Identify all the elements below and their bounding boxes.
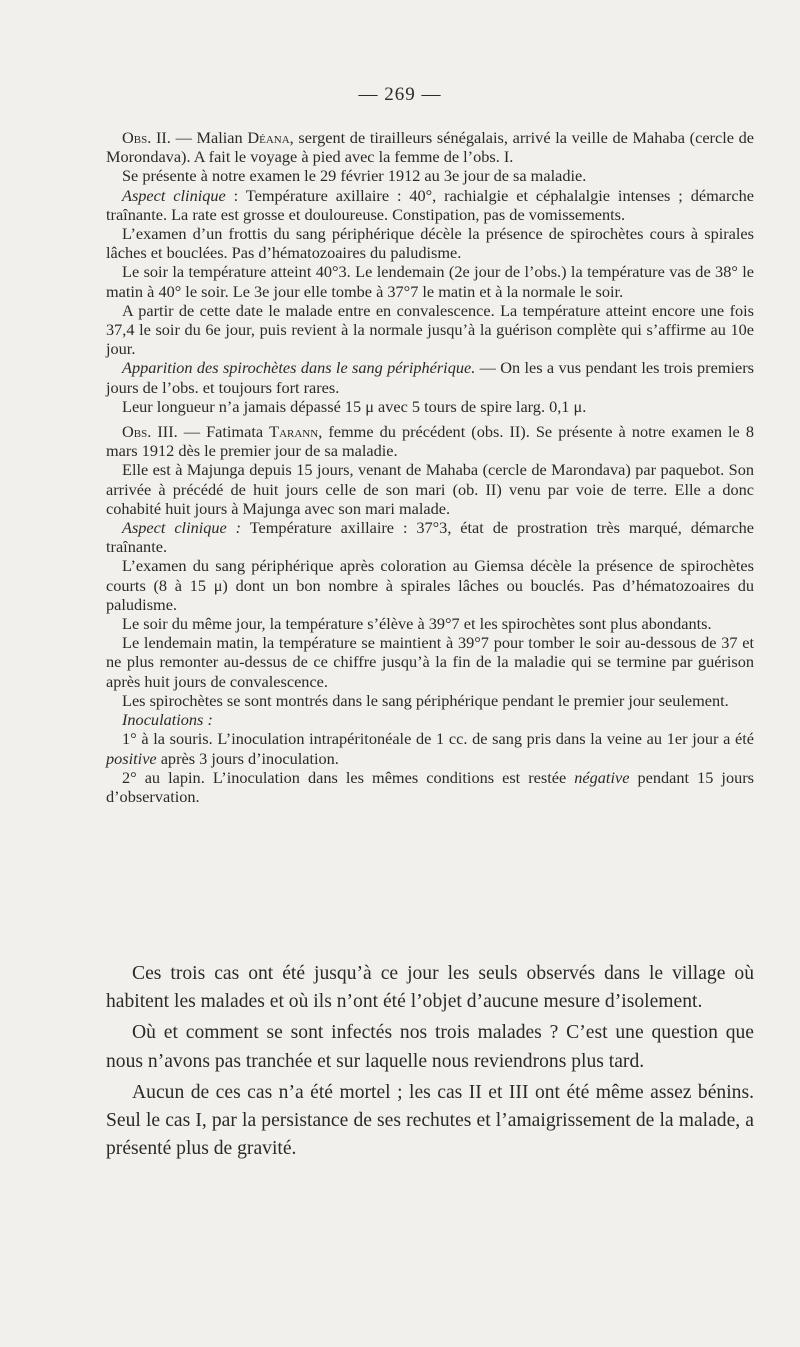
obs3-blood-exam: L’examen du sang périphérique après coloration au Giemsa décèle la présence de spirochètes courts (8 à 15 μ) dont un bon nombre à spirales lâches ou bouclés. Pas d’hématozoaires du paludisme. xyxy=(106,556,754,614)
inoc2-text-b: pendant 15 jours d’observation. xyxy=(106,767,754,806)
obs3-evening: Le soir du même jour, la température s’élève à 39°7 et les spirochètes sont plus abondants. xyxy=(122,614,712,634)
obs2-patient-name: Déana xyxy=(247,128,290,147)
obs3-heading: Obs. III. xyxy=(122,422,178,442)
conclusion-paragraph-1: Ces trois cas ont été jusqu’à ce jour les seuls observés dans le village où habitent les malades et où ils n’ont été l’objet d’aucune mesure d’isolement. xyxy=(106,963,754,1013)
obs2-appearance xyxy=(106,358,754,396)
obs2-intro xyxy=(106,128,754,166)
obs2-heading: Obs. II. xyxy=(122,128,171,147)
obs3-patient-name: Tarann xyxy=(269,422,319,442)
conclusion-paragraph-2: Où et comment se sont infectés nos trois malades ? C’est une question que nous n’avons pas tranchée et sur laquelle nous reviendrons plus tard. xyxy=(106,1022,754,1072)
obs2-temperature: Le soir la température atteint 40°3. Le lendemain (2e jour de l’obs.) la température vas de 38° le matin à 40° le soir. Le 3e jour elle tombe à 37°7 le matin et à la normale le soir. xyxy=(106,262,754,301)
obs2-clinical-text: : Température axillaire : 40°, rachialgie et céphalalgie intenses ; démarche traînante. La rate est grosse et douloureuse. Constipation, pas de vomissements. xyxy=(106,185,754,224)
obs3-dash: — Fatimata xyxy=(177,422,270,442)
obs3-history: Elle est à Majunga depuis 15 jours, venant de Mahaba (cercle de Marondava) par paquebot. Son arrivée à précédé de huit jours celle de son mari (ob. II) venu par voie de terre. Elle a donc cohabité huit jours à Majunga avec son mari malade. xyxy=(106,460,754,518)
inoc1-text-b: après 3 jours d’inoculation. xyxy=(156,748,339,768)
inoc2-text-a: 2° au lapin. L’inoculation dans les mêmes conditions est restée xyxy=(122,767,575,787)
obs3-clinical-text: Température axillaire : 37°3, état de prostration très marqué, démarche traînante. xyxy=(106,518,754,557)
obs2-dash: — Malian xyxy=(170,128,248,147)
inoc1-positive: positive xyxy=(106,748,157,768)
obs3-inoculation-rabbit xyxy=(106,768,754,806)
page-number: — 269 — xyxy=(358,84,442,105)
obs2-clinical xyxy=(106,186,754,224)
obs2-clinical-label: Aspect clinique xyxy=(122,185,226,205)
obs3-spirochetes: Les spirochètes se sont montrés dans le sang périphérique pendant le premier jour seulement. xyxy=(122,690,729,710)
obs3-inoculation-mouse xyxy=(106,729,754,767)
obs2-intro-text: , sergent de tirailleurs sénégalais, arrivé la veille de Mahaba (cercle de Morondava). A fait le voyage à pied avec la femme de l’obs. I. xyxy=(106,128,754,167)
obs2-length: Leur longueur n’a jamais dépassé 15 μ avec 5 tours de spire larg. 0,1 μ. xyxy=(122,396,587,416)
conclusion-section xyxy=(106,960,754,1166)
obs3-inoculations-label: Inoculations : xyxy=(122,710,213,730)
obs3-next-morning: Le lendemain matin, la température se maintient à 39°7 pour tomber le soir au-dessous de 37 et ne plus remonter au-dessus de ce chiffre jusqu’à la fin de la maladie qui se termine par guérison après huit jours de convalescence. xyxy=(106,633,754,691)
inoc1-text-a: 1° à la souris. L’inoculation intrapéritonéale de 1 cc. de sang pris dans la veine au 1er jour a été xyxy=(122,729,754,749)
obs3-intro-text: , femme du précédent (obs. II). Se présente à notre examen le 8 mars 1912 dès le premier jour de sa maladie. xyxy=(106,422,754,461)
obs3-clinical-label: Aspect clinique : xyxy=(122,518,242,538)
obs2-convalescence: A partir de cette date le malade entre en convalescence. La température atteint encore une fois 37,4 le soir du 6e jour, puis revient à la normale jusqu’à la guérison complète qui s’affirme au 10e jour. xyxy=(106,300,754,359)
observations-section xyxy=(106,128,754,806)
obs2-exam: Se présente à notre examen le 29 février 1912 au 3e jour de sa maladie. xyxy=(122,166,587,186)
obs3-clinical xyxy=(106,518,754,556)
obs2-smear: L’examen d’un frottis du sang périphérique décèle la présence de spirochètes cours à spirales lâches et bouclées. Pas d’hématozoaires du paludisme. xyxy=(106,224,754,263)
obs2-appearance-text: — On les a vus pendant les trois premiers jours de l’obs. et toujours fort rares. xyxy=(106,358,754,397)
obs3-intro xyxy=(106,422,754,460)
conclusion-paragraph-3: Aucun de ces cas n’a été mortel ; les cas II et III ont été même assez bénins. Seul le cas I, par la persistance de ses rechutes et l’amaigrissement de la malade, a présenté plus de gravité. xyxy=(106,1081,754,1160)
inoc2-negative: négative xyxy=(574,767,630,787)
obs2-appearance-label: Apparition des spirochètes dans le sang périphérique. xyxy=(122,358,476,378)
